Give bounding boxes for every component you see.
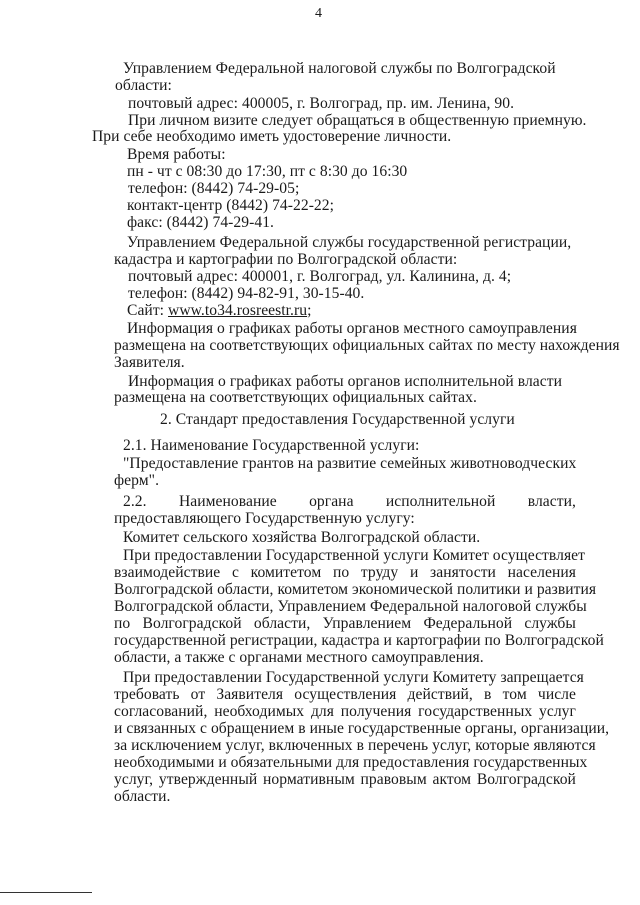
word: области, bbox=[253, 615, 311, 632]
word: актом bbox=[432, 771, 472, 788]
text-line: При себе необходимо иметь удостоверение личности. bbox=[92, 128, 452, 145]
word: том bbox=[502, 686, 527, 703]
site-line bbox=[127, 302, 311, 320]
section-heading: 2. Стандарт предоставления Государственной услуги bbox=[160, 411, 515, 428]
word: нормативным bbox=[263, 771, 355, 788]
word: услуг bbox=[539, 703, 576, 720]
word: государственных bbox=[418, 703, 533, 720]
phone-line: телефон: (8442) 94-82-91, 30-15-40. bbox=[128, 285, 365, 302]
word: занятости bbox=[430, 564, 496, 581]
word: органа bbox=[309, 493, 354, 510]
text-line: При предоставлении Государственной услуги Комитет осуществляет bbox=[123, 547, 586, 564]
site-label: Сайт: bbox=[127, 302, 169, 319]
word: власти, bbox=[527, 493, 576, 510]
word: Управлением bbox=[322, 615, 412, 632]
text-line: пн - чт с 08:30 до 17:30, пт с 8:30 до 16:30 bbox=[127, 163, 408, 180]
justified-line bbox=[114, 686, 576, 704]
word: числе bbox=[537, 686, 576, 703]
text-line: ферм". bbox=[114, 472, 160, 489]
text-line: области, а также с органами местного самоуправления. bbox=[114, 649, 484, 666]
word: 2.2. bbox=[123, 493, 147, 510]
word: необходимых bbox=[214, 703, 305, 720]
word: Волгоградской bbox=[142, 615, 242, 632]
justified-line bbox=[114, 564, 576, 582]
text-line: Информация о графиках работы органов исполнительной власти bbox=[128, 373, 563, 390]
word: и bbox=[409, 564, 419, 581]
text-line: за исключением услуг, включенных в перечень услуг, которые являются bbox=[114, 737, 596, 754]
text-line: Волгоградской области, комитетом экономической политики и развития bbox=[114, 581, 597, 598]
justified-line bbox=[123, 493, 576, 511]
page-number: 4 bbox=[315, 6, 322, 21]
text-line: и связанных с обращением в иные государственные органы, организации, bbox=[114, 720, 610, 737]
text-line: Информация о графиках работы органов местного самоуправления bbox=[127, 320, 577, 337]
text-line: размещена на соответствующих официальных сайтах по месту нахождения bbox=[114, 337, 620, 354]
text-line: области. bbox=[114, 788, 171, 805]
text-line: Управлением Федеральной службы государственной регистрации, bbox=[127, 234, 572, 251]
footnote-divider bbox=[0, 892, 92, 893]
text-line: Время работы: bbox=[127, 146, 226, 163]
text-line: области: bbox=[115, 77, 172, 94]
word: действий, bbox=[407, 686, 473, 703]
word: службы bbox=[524, 615, 576, 632]
text-line: государственной регистрации, кадастра и картографии по Волгоградской bbox=[114, 632, 604, 649]
word: осуществления bbox=[294, 686, 397, 703]
phone-line: контакт-центр (8442) 74-22-22; bbox=[127, 197, 335, 214]
word: получения bbox=[340, 703, 412, 720]
text-line: почтовый адрес: 400005, г. Волгоград, пр. им. Ленина, 90. bbox=[128, 95, 515, 112]
word: Заявителя bbox=[216, 686, 284, 703]
word: согласований, bbox=[114, 703, 208, 720]
word: исполнительной bbox=[385, 493, 496, 510]
word: требовать bbox=[114, 686, 180, 703]
word: взаимодействие bbox=[114, 564, 221, 581]
word: в bbox=[484, 686, 492, 703]
word: по bbox=[114, 615, 131, 632]
text-line: почтовый адрес: 400001, г. Волгоград, ул. Калинина, д. 4; bbox=[128, 268, 512, 285]
word: для bbox=[310, 703, 334, 720]
word: труду bbox=[360, 564, 399, 581]
text-line: Заявителя. bbox=[114, 354, 185, 371]
word: по bbox=[332, 564, 350, 581]
site-link[interactable]: www.to34.rosreestr.ru bbox=[168, 302, 308, 319]
text-line: "Предоставление грантов на развитие семейных животноводческих bbox=[123, 455, 577, 472]
text-line: При личном визите следует обращаться в общественную приемную. bbox=[128, 112, 587, 129]
text-line: При предоставлении Государственной услуги Комитету запрещается bbox=[123, 669, 584, 686]
word: утвержденный bbox=[158, 771, 258, 788]
phone-line: телефон: (8442) 74-29-05; bbox=[128, 180, 300, 197]
justified-line bbox=[114, 703, 576, 721]
word: с bbox=[231, 564, 239, 581]
text-line: размещена на соответствующих официальных сайтах. bbox=[114, 389, 477, 406]
justified-line bbox=[114, 615, 576, 633]
text-line: предоставляющего Государственную услугу: bbox=[114, 510, 415, 527]
text-line: Управлением Федеральной налоговой службы по Волгоградской bbox=[123, 60, 556, 77]
word: Наименование bbox=[178, 493, 277, 510]
text-line: Комитет сельского хозяйства Волгоградской области. bbox=[123, 529, 481, 546]
word: населения bbox=[507, 564, 576, 581]
word: услуг, bbox=[114, 771, 154, 788]
text-line: кадастра и картографии по Волгоградской области: bbox=[114, 251, 458, 268]
text-line: Волгоградской области, Управлением Федеральной налоговой службы bbox=[114, 598, 587, 615]
text-line: необходимыми и обязательными для предоставления государственных bbox=[114, 754, 588, 771]
word: правовым bbox=[360, 771, 427, 788]
word: комитетом bbox=[250, 564, 322, 581]
word: Волгоградской bbox=[476, 771, 576, 788]
word: от bbox=[190, 686, 206, 703]
site-punct: ; bbox=[307, 302, 312, 319]
justified-line bbox=[114, 771, 576, 789]
word: Федеральной bbox=[423, 615, 513, 632]
text-line: 2.1. Наименование Государственной услуги: bbox=[123, 437, 420, 454]
fax-line: факс: (8442) 74-29-41. bbox=[127, 214, 275, 231]
